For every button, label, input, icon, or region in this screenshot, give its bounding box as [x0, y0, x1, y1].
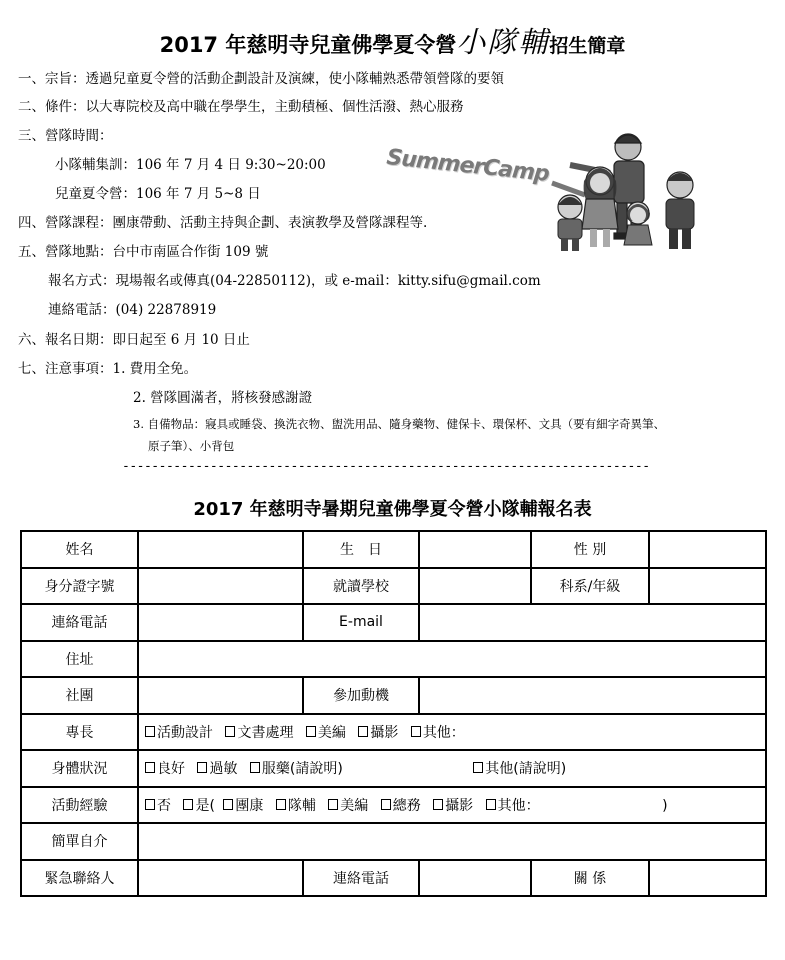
kid-small-boy	[558, 195, 582, 251]
registration-form-table	[20, 530, 767, 897]
experience-option[interactable]: 美編	[328, 798, 368, 814]
experience-options	[138, 787, 766, 824]
motivation-field[interactable]	[419, 677, 766, 714]
emergency-contact-field[interactable]	[138, 860, 303, 897]
emergency-contact-label: 緊急聯絡人	[21, 860, 138, 897]
info-notes-4: 原子筆）、小背包	[148, 439, 235, 453]
title-tail: 招生簡章	[549, 35, 626, 57]
name-label: 姓名	[21, 531, 138, 568]
kids-illustration	[540, 125, 710, 255]
health-label: 身體狀況	[21, 750, 138, 787]
checkbox-icon	[473, 762, 483, 773]
intro-label: 簡單自介	[21, 823, 138, 860]
checkbox-icon	[306, 726, 316, 737]
checkbox-icon	[276, 799, 286, 810]
info-signup-date: 六、報名日期：即日起至 6 月 10 日止	[18, 332, 250, 348]
experience-option[interactable]: 攝影	[433, 798, 473, 814]
skill-option[interactable]: 其他：	[411, 725, 465, 741]
experience-label: 活動經驗	[21, 787, 138, 824]
checkbox-icon	[145, 799, 155, 810]
checkbox-icon	[197, 762, 207, 773]
divider-line: ------------------------------------------------------------------------	[122, 459, 650, 474]
health-option[interactable]: 過敏	[197, 761, 237, 777]
table-row	[21, 677, 766, 714]
info-courses: 四、營隊課程：團康帶動、活動主持與企劃、表演教學及營隊課程等.	[18, 215, 428, 231]
info-time-heading: 三、營隊時間：	[18, 128, 113, 144]
checkbox-icon	[225, 726, 235, 737]
skill-option[interactable]: 活動設計	[145, 725, 213, 741]
table-row	[21, 787, 766, 824]
experience-option[interactable]: 總務	[381, 798, 421, 814]
school-label: 就讀學校	[303, 568, 419, 605]
skill-option[interactable]: 文書處理	[225, 725, 293, 741]
address-label: 住址	[21, 641, 138, 678]
experience-option[interactable]: 其他：	[486, 798, 540, 814]
phone-field[interactable]	[138, 604, 303, 641]
health-option-other[interactable]: 其他(請說明)	[473, 761, 566, 777]
health-option[interactable]: 良好	[145, 761, 185, 777]
skills-label: 專長	[21, 714, 138, 751]
health-options	[138, 750, 766, 787]
birthday-label: 生 日	[303, 531, 419, 568]
table-row	[21, 604, 766, 641]
kid-little-girl	[624, 202, 652, 245]
checkbox-icon	[250, 762, 260, 773]
id-number-field[interactable]	[138, 568, 303, 605]
school-field[interactable]	[419, 568, 531, 605]
birthday-field[interactable]	[419, 531, 531, 568]
checkbox-icon	[486, 799, 496, 810]
info-signup-method: 報名方式：現場報名或傳真(04-22850112)，或 e-mail：kitty.sifu@gmail.com	[48, 273, 541, 289]
experience-option[interactable]: 團康	[223, 798, 263, 814]
health-option[interactable]: 服藥(請說明)	[250, 761, 343, 777]
checkbox-icon	[381, 799, 391, 810]
table-row	[21, 823, 766, 860]
name-field[interactable]	[138, 531, 303, 568]
checkbox-icon	[145, 762, 155, 773]
title-main: 2017 年慈明寺兒童佛學夏令營	[159, 33, 457, 57]
intro-field[interactable]	[138, 823, 766, 860]
checkbox-icon	[183, 799, 193, 810]
checkbox-icon	[145, 726, 155, 737]
info-location: 五、營隊地點：台中市南區合作街 109 號	[18, 244, 269, 260]
experience-yes-option[interactable]: 是(	[183, 798, 214, 814]
relation-field[interactable]	[649, 860, 766, 897]
checkbox-icon	[328, 799, 338, 810]
experience-no-option[interactable]: 否	[145, 798, 171, 814]
motivation-label: 參加動機	[303, 677, 419, 714]
info-purpose: 一、宗旨：透過兒童夏令營的活動企劃設計及演練，使小隊輔熟悉帶領營隊的要領	[18, 71, 504, 87]
info-time-training: 小隊輔集訓：106 年 7 月 4 日 9:30~20:00	[55, 157, 326, 173]
skill-option[interactable]: 美編	[306, 725, 346, 741]
id-number-label: 身分證字號	[21, 568, 138, 605]
checkbox-icon	[433, 799, 443, 810]
table-row	[21, 568, 766, 605]
gender-field[interactable]	[649, 531, 766, 568]
gender-label: 性 別	[531, 531, 649, 568]
title-script: 小隊輔	[456, 25, 550, 59]
form-title: 2017 年慈明寺暑期兒童佛學夏令營小隊輔報名表	[193, 499, 592, 520]
emergency-phone-field[interactable]	[419, 860, 531, 897]
table-row	[21, 531, 766, 568]
checkbox-icon	[358, 726, 368, 737]
summercamp-logo-text: SummerCamp	[385, 145, 550, 187]
experience-option[interactable]: 隊輔	[276, 798, 316, 814]
page-title	[0, 20, 785, 61]
club-field[interactable]	[138, 677, 303, 714]
table-row	[21, 714, 766, 751]
phone-label: 連絡電話	[21, 604, 138, 641]
info-notes-3: 3. 自備物品：寢具或睡袋、換洗衣物、盥洗用品、隨身藥物、健保卡、環保杯、文具（要有細字奇異筆、	[133, 417, 666, 431]
emergency-phone-label: 連絡電話	[303, 860, 419, 897]
checkbox-icon	[223, 799, 233, 810]
dept-grade-label: 科系/年級	[531, 568, 649, 605]
checkbox-icon	[411, 726, 421, 737]
skills-options	[138, 714, 766, 751]
info-notes-2: 2. 營隊圓滿者，將核發感謝證	[133, 390, 313, 406]
relation-label: 關 係	[531, 860, 649, 897]
club-label: 社團	[21, 677, 138, 714]
table-row	[21, 750, 766, 787]
skill-option[interactable]: 攝影	[358, 725, 398, 741]
experience-close-paren: )	[662, 797, 668, 814]
table-row	[21, 860, 766, 897]
email-label: E-mail	[303, 604, 419, 641]
table-row	[21, 641, 766, 678]
info-time-camp: 兒童夏令營：106 年 7 月 5~8 日	[55, 186, 261, 202]
info-notes-1: 七、注意事項：1. 費用全免。	[18, 361, 198, 377]
address-field[interactable]	[138, 641, 766, 678]
kid-right-boy	[666, 172, 694, 249]
info-contact-phone: 連絡電話：(04) 22878919	[48, 302, 217, 318]
dept-grade-field[interactable]	[649, 568, 766, 605]
email-field[interactable]	[419, 604, 766, 641]
info-requirement: 二、條件：以大專院校及高中職在學學生，主動積極、個性活潑、熱心服務	[18, 99, 464, 115]
